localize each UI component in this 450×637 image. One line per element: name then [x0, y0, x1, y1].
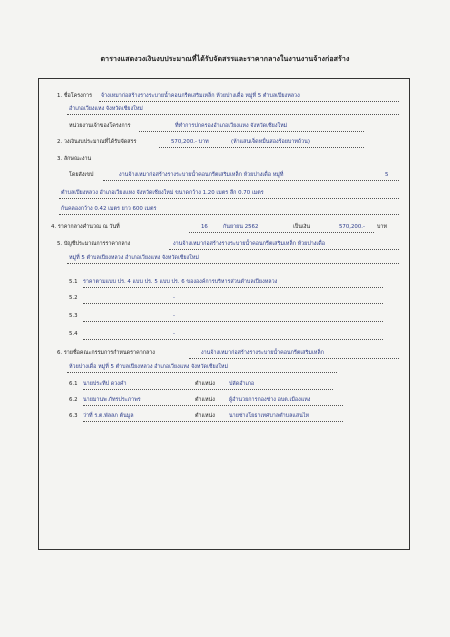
s5-item-text: - — [173, 313, 175, 319]
s4-date-day: 16 — [201, 224, 208, 230]
s6-project-name-1: งานจ้างเหมาก่อสร้างรางระบายน้ำคอนกรีตเสริมเหล็ก — [201, 350, 324, 356]
s5-item-text: ราคาตามแบบ ปร. 4 แบบ ปร. 5 แบบ ปร. 6 ขององค์การบริหารส่วนตำบลเปียงหลวง — [83, 279, 278, 285]
s6-member-name: นายประทีป ดวงคำ — [83, 381, 127, 387]
dotted-line — [103, 180, 399, 181]
s5-project-name-2: หมู่ที่ 5 ตำบลเปียงหลวง อำเภอเวียงแหง จังหวัดเชียงใหม่ — [69, 255, 199, 261]
s1-label: 1. ชื่อโครงการ — [57, 93, 92, 99]
s3-brief-value: งานจ้างเหมาก่อสร้างรางระบายน้ำคอนกรีตเสริมเหล็ก ห้วยปางเดื่อ หมู่ที่ — [119, 172, 284, 178]
dotted-line — [83, 405, 343, 406]
dotted-line — [83, 287, 383, 288]
s5-label: 5. บัญชีประมาณการราคากลาง — [57, 241, 131, 247]
dotted-line — [83, 389, 333, 390]
s3-label: 3. ลักษณะงาน — [57, 156, 92, 162]
s3-village-number: 5 — [385, 172, 389, 178]
s4-amount-label: เป็นเงิน — [293, 224, 311, 230]
s4-date-month-year: กันยายน 2562 — [223, 224, 259, 230]
s3-location-size: ตำบลเปียงหลวง อำเภอเวียงแหง จังหวัดเชียงใหม่ ขนาดกว้าง 1.20 เมตร ลึก 0.70 เมตร — [61, 190, 264, 196]
s6-position-label: ตำแหน่ง — [195, 413, 215, 419]
s6-position-label: ตำแหน่ง — [195, 381, 215, 387]
dotted-line — [83, 421, 343, 422]
dotted-line — [189, 232, 374, 233]
s6-member-number: 6.3 — [69, 413, 78, 419]
dotted-line — [99, 101, 399, 102]
dotted-line — [83, 321, 383, 322]
s6-member-position: ผู้อำนวยการกองช่าง อบต.เมืองแหง — [229, 397, 311, 403]
s5-item-number: 5.4 — [69, 331, 78, 337]
s1-project-name-2: อำเภอเวียงแหง จังหวัดเชียงใหม่ — [69, 106, 143, 112]
s4-amount: 570,200.- — [339, 224, 365, 230]
s5-project-name-1: งานจ้างเหมาก่อสร้างรางระบายน้ำคอนกรีตเสริมเหล็ก ห้วยปางเดื่อ — [173, 241, 325, 247]
s3-dimensions: ก้นคลองกว้าง 0.42 เมตร ยาว 600 เมตร — [61, 206, 157, 212]
s1-project-name-1: จ้างเหมาก่อสร้างรางระบายน้ำคอนกรีตเสริมเหล็ก ห้วยปางเดื่อ หมู่ที่ 5 ตำบลเปียงหลวง — [101, 93, 300, 99]
dotted-line — [139, 131, 364, 132]
s6-position-label: ตำแหน่ง — [195, 397, 215, 403]
dotted-line — [189, 358, 399, 359]
s6-label: 6. รายชื่อคณะกรรมการกำหนดราคากลาง — [57, 350, 155, 356]
dotted-line — [59, 214, 399, 215]
s5-item-number: 5.1 — [69, 279, 78, 285]
s2-label: 2. วงเงินงบประมาณที่ได้รับจัดสรร — [57, 139, 137, 145]
dotted-line — [67, 114, 399, 115]
s1-unit-label: หน่วยงานเจ้าของโครงการ — [69, 123, 131, 129]
s4-unit: บาท — [377, 224, 388, 230]
dotted-line — [67, 263, 399, 264]
s5-item-text: - — [173, 295, 175, 301]
dotted-line — [67, 372, 337, 373]
s4-label: 4. ราคากลางคำนวณ ณ วันที่ — [51, 224, 120, 230]
dotted-line — [83, 339, 383, 340]
dotted-line — [83, 303, 383, 304]
dotted-line — [59, 198, 399, 199]
content-frame — [38, 78, 410, 550]
s2-amount: 570,200.- บาท — [171, 139, 209, 145]
s3-brief-label: โดยสังเขป — [69, 172, 94, 178]
s6-member-name: นายมานพ ภัทรประภาพร — [83, 397, 141, 403]
s6-member-number: 6.2 — [69, 397, 78, 403]
s2-amount-words: (ห้าแสนเจ็ดหมื่นสองร้อยบาทถ้วน) — [231, 139, 310, 145]
dotted-line — [159, 147, 364, 148]
s5-item-number: 5.3 — [69, 313, 78, 319]
s6-member-number: 6.1 — [69, 381, 78, 387]
s5-item-text: - — [173, 331, 175, 337]
page-title: ตารางแสดงวงเงินงบประมาณที่ได้รับจัดสรรและราคากลางในงานงานจ้างก่อสร้าง — [100, 55, 350, 63]
s6-member-name: ว่าที่ ร.ต.พัลลภ ต้นมูล — [83, 413, 134, 419]
s6-project-name-2: ห้วยปางเดื่อ หมู่ที่ 5 ตำบลเปียงหลวง อำเภอเวียงแหง จังหวัดเชียงใหม่ — [69, 364, 229, 370]
s1-unit-value: ที่ทำการปกครองอำเภอเวียงแหง จังหวัดเชียงใหม่ — [175, 123, 288, 129]
s5-item-number: 5.2 — [69, 295, 78, 301]
s6-member-position: นายช่างโยธาเทศบาลตำบลแสนไห — [229, 413, 310, 419]
dotted-line — [169, 249, 399, 250]
s6-member-position: ปลัดอำเภอ — [229, 381, 255, 387]
